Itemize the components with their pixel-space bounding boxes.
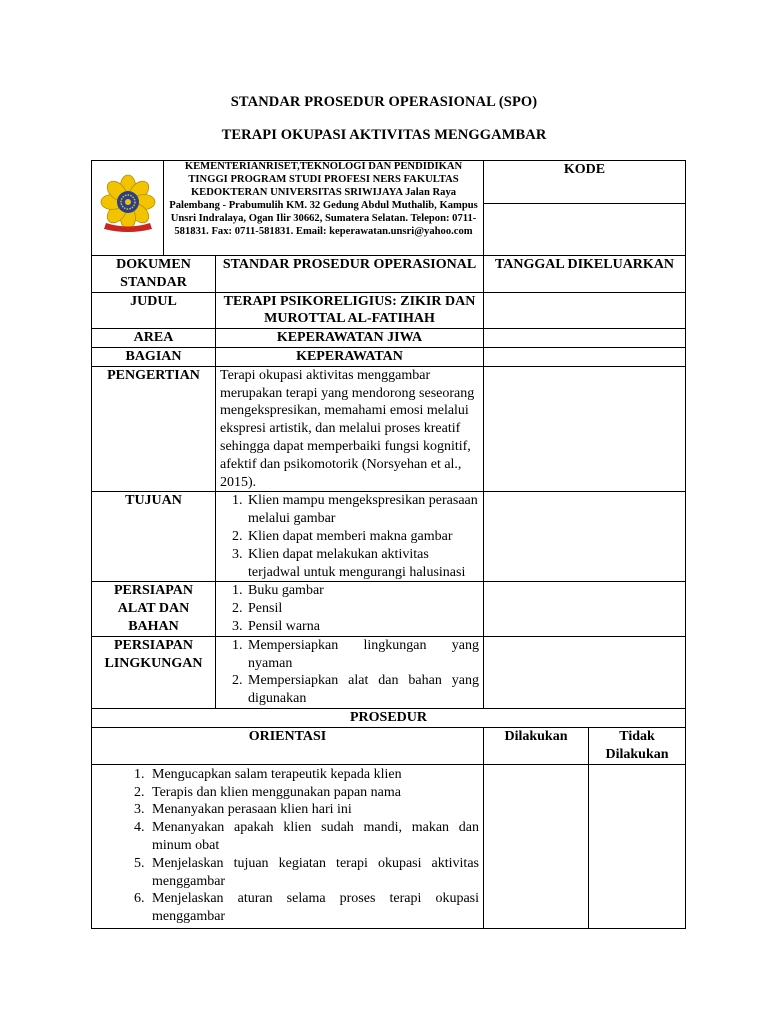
list-item: 2. Klien dapat memberi makna gambar [246,528,479,546]
pengertian-extra [484,366,686,492]
area-extra [484,329,686,348]
orientasi-header: ORIENTASI [92,727,484,764]
list-item: 1. Klien mampu mengekspresikan perasaan melalui gambar [246,492,479,528]
logo-cell [92,161,164,256]
institution-info: KEMENTERIANRISET,TEKNOLOGI DAN PENDIDIKAN TINGGI PROGRAM STUDI PROFESI NERS FAKULTAS KEDOKTERAN UNIVERSITAS SRIWIJAYA Jalan Raya Palembang - Prabumulih KM. 32 Gedung Abdul Muthalib, Kampus Unsri Indralaya, Ogan Ilir 30662, Sumatera Selatan. Telepon: 0711-581831. Fax: 0711-581831. Email: keperawatan.unsri@yahoo.com [164,161,484,256]
orientasi-list-cell [92,764,484,928]
bagian-extra [484,347,686,366]
list-item: 5. Menjelaskan tujuan kegiatan terapi okupasi aktivitas menggambar [148,855,479,891]
bagian-value: KEPERAWATAN [216,347,484,366]
list-item: 1. Buku gambar [246,582,479,600]
tujuan-list-cell [216,492,484,582]
alat-list [220,582,479,635]
alat-list-cell [216,582,484,636]
document-title: STANDAR PROSEDUR OPERASIONAL (SPO) [230,94,538,110]
list-item: 2. Terapis dan klien menggunakan papan nama [148,784,479,802]
list-item: 3. Klien dapat melakukan aktivitas terjadwal untuk mengurangi halusinasi [246,546,479,582]
tanggal-value[interactable] [484,292,686,329]
tujuan-label: TUJUAN [92,492,216,582]
logo-core [125,199,131,205]
pengertian-value: Terapi okupasi aktivitas menggambar merupakan terapi yang mendorong seseorang mengekspresikan, memahami emosi melalui ekspresi artistik, dan melalui proses kreatif sehingga dapat memperbaiki fungsi kognitif, afektif dan psikomotorik (Norsyehan et al., 2015). [216,366,484,492]
kode-label: KODE [484,161,686,204]
alat-extra [484,582,686,636]
list-item: 3. Menanyakan perasaan klien hari ini [148,801,479,819]
lingkungan-list-cell [216,636,484,708]
list-item: 3. Pensil warna [246,618,479,636]
tidak-dilakukan-header: Tidak Dilakukan [589,727,686,764]
area-value: KEPERAWATAN JIWA [216,329,484,348]
dilakukan-header: Dilakukan [484,727,589,764]
tujuan-list [220,492,479,581]
dokumen-label: DOKUMEN STANDAR [92,256,216,293]
tanggal-label: TANGGAL DIKELUARKAN [484,256,686,293]
lingkungan-label: PERSIAPAN LINGKUNGAN [92,636,216,708]
alat-label: PERSIAPAN ALAT DAN BAHAN [92,582,216,636]
lingkungan-list [220,637,479,708]
list-item: 2. Pensil [246,600,479,618]
dilakukan-check-cell[interactable] [484,764,589,928]
list-item: 2. Mempersiapkan alat dan bahan yang digunakan [246,672,479,708]
tujuan-extra [484,492,686,582]
list-item: 1. Mengucapkan salam terapeutik kepada klien [148,766,479,784]
orientasi-list [96,766,479,926]
document-subtitle: TERAPI OKUPASI AKTIVITAS MENGGAMBAR [221,127,547,143]
bagian-label: BAGIAN [92,347,216,366]
lingkungan-extra [484,636,686,708]
judul-label: JUDUL [92,292,216,329]
area-label: AREA [92,329,216,348]
university-logo [97,174,159,236]
list-item: 4. Menanyakan apakah klien sudah mandi, makan dan minum obat [148,819,479,855]
dokumen-value: STANDAR PROSEDUR OPERASIONAL [216,256,484,293]
spo-table [91,160,686,929]
kode-value[interactable] [484,204,686,256]
tidak-dilakukan-check-cell[interactable] [589,764,686,928]
pengertian-label: PENGERTIAN [92,366,216,492]
judul-value: TERAPI PSIKORELIGIUS: ZIKIR DAN MUROTTAL AL-FATIHAH [216,292,484,329]
prosedur-header: PROSEDUR [92,708,686,727]
list-item: 6. Menjelaskan aturan selama proses terapi okupasi menggambar [148,890,479,926]
list-item: 1. Mempersiapkan lingkungan yang nyaman [246,637,479,673]
